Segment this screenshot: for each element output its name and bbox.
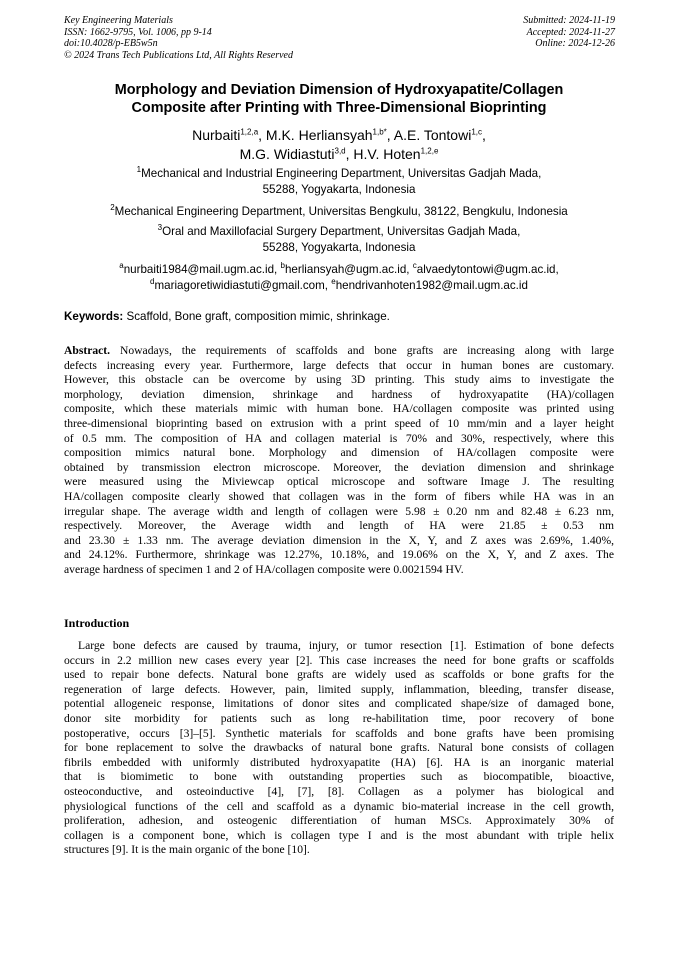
email-sup: c	[412, 261, 417, 271]
section-heading-introduction: Introduction	[64, 616, 130, 630]
abstract-line: irregular shape. The average width and length of collagen were 5.98 ± 0.20 nm and 82.48 ± 6.23 nm,	[64, 504, 614, 518]
author-line	[64, 145, 614, 164]
abstract-text: Nowadays, the requirements of scaffolds and bone grafts are increasing along with large	[120, 344, 614, 357]
intro-line: proliferation, adhesion, and osteogenic differentiation of human MSCs. Approximately 30% of	[64, 814, 614, 828]
affiliation-sup: 1	[136, 165, 142, 175]
affiliation-line	[64, 224, 614, 240]
intro-line: postoperative, occurs [3]–[5]. Synthetic materials for scaffolds and bone grafts have been promising	[64, 726, 614, 740]
journal-name: Key Engineering Materials	[64, 15, 173, 26]
introduction-body	[64, 639, 614, 858]
author-sup: 3,d	[334, 146, 346, 156]
abstract-line: three-dimensional bioprinting based on extrusion with a print speed of 10 mm/min and a layer height	[64, 416, 614, 430]
email-link[interactable]: herliansyah@ugm.ac.id,	[284, 263, 410, 276]
abstract-line: were measured using the Miviewcap optical microscope and software Image J. The resulting	[64, 475, 614, 489]
affiliation-1	[64, 166, 614, 198]
email-sup: a	[119, 261, 124, 271]
affiliation-text: Mechanical Engineering Department, Universitas Bengkulu, 38122, Bengkulu, Indonesia	[114, 205, 568, 218]
abstract-line: morphology, deviation dimension, shrinkage and hardness of hydroxyapatite (HA)/collagen	[64, 387, 614, 401]
email-sup: e	[331, 277, 336, 287]
paper-title-line: Morphology and Deviation Dimension of Hydroxyapatite/Collagen	[114, 82, 564, 98]
affiliation-3	[64, 224, 614, 256]
abstract-line: HA/collagen composite clearly showed that collagen was in the form of fibers while HA was in an	[64, 489, 614, 503]
date-online: Online: 2024-12-26	[535, 38, 615, 49]
intro-line: donor site morbidity for patients such as long re-habilitation time, poor recovery of bone	[64, 711, 614, 725]
abstract-line: respectively. Moreover, the Average width and length of HA were 21.85 ± 0.53 nm	[64, 519, 614, 533]
intro-line: that is biomimetic to bone with outstanding properties such as biocompatible, bioactive,	[64, 770, 614, 784]
abstract-line: composite, which these materials mimic with human bone. HA/collagen composite was printed using	[64, 402, 614, 416]
affiliation-text: Oral and Maxillofacial Surgery Department, Universitas Gadjah Mada,	[162, 225, 521, 238]
keywords-label: Keywords:	[64, 310, 124, 323]
author-line	[64, 126, 614, 145]
email-link[interactable]: hendrivanhoten1982@mail.ugm.ac.id	[335, 279, 528, 292]
date-accepted: Accepted: 2024-11-27	[526, 26, 615, 38]
intro-line: Large bone defects are caused by trauma, injury, or tumor resection [1]. Estimation of bone defects	[78, 639, 614, 652]
email-line	[64, 262, 614, 278]
affiliation-2	[64, 204, 614, 220]
keywords-text: Scaffold, Bone graft, composition mimic, shrinkage.	[126, 310, 390, 323]
intro-line: physiological functions of the cell and scaffold as a dynamic bio-material increase in the cell growth,	[64, 799, 614, 813]
abstract-line: However, this obstacle can be overcome by using 3D printing. This study aims to investigate the	[64, 373, 614, 387]
abstract-label: Abstract.	[64, 344, 111, 357]
author-list	[64, 126, 614, 164]
journal-issn: ISSN: 1662-9795, Vol. 1006, pp 9-14	[64, 26, 212, 38]
author-emails	[64, 262, 614, 294]
paper-title-line: Composite after Printing with Three-Dimensional Bioprinting	[131, 100, 547, 116]
affiliation-sup: 3	[157, 223, 163, 233]
paper-title	[64, 81, 614, 117]
intro-line: for bone replacement to solve the drawbacks of natural bone grafts. Natural bone consists of collagen	[64, 741, 614, 755]
abstract-line: obtained by transmission electron microscope. Moreover, the deviation dimension and shrinkage	[64, 460, 614, 474]
intro-line: fibrils embedded with uniformly distributed hydroxyapatite (HA) [6]. HA is an inorganic material	[64, 755, 614, 769]
email-sup: d	[150, 277, 155, 287]
date-submitted: Submitted: 2024-11-19	[523, 15, 615, 26]
journal-doi: doi:10.4028/p-EB5w5n	[64, 38, 158, 49]
intro-line: used to repair bone defects. Natural bone grafts are widely used as scaffolds or bone grafts for the	[64, 668, 614, 682]
intro-line: occurs in 2.2 million new cases every year [2]. This case increases the need for bone grafts or scaffolds	[64, 653, 614, 667]
author-sup: 1,c	[471, 127, 482, 137]
affiliation-line: 55288, Yogyakarta, Indonesia	[262, 183, 416, 196]
abstract-line	[64, 344, 614, 359]
journal-header-left	[64, 15, 293, 61]
affiliation-text: Mechanical and Industrial Engineering Department, Universitas Gadjah Mada,	[141, 167, 542, 180]
author-separator: ,	[482, 127, 486, 143]
keywords	[64, 310, 390, 324]
author-sup: 1,2,a	[240, 127, 259, 137]
intro-line: osteoconductive, and osteoinductive [4], [7], [8]. Collagen as a polymer has biological and	[64, 784, 614, 798]
author-sup: 1,b*	[372, 127, 387, 137]
abstract	[64, 344, 614, 578]
intro-line: potential allogeneic response, limitations of donor sites and complicated shape/size of damaged bone,	[64, 697, 614, 711]
abstract-line: of 0.5 mm. The composition of HA and collagen material is 70% and 30%, respectively, where this	[64, 431, 614, 445]
author-name: M.G. Widiastuti	[239, 146, 335, 162]
author-name: , M.K. Herliansyah	[258, 127, 373, 143]
email-line	[64, 278, 614, 294]
abstract-line: defects increasing every year. Furthermore, large defects that occur in human bones are customary.	[64, 358, 614, 372]
intro-line: structures [9]. It is the main organic of the bone [10].	[64, 843, 310, 857]
intro-line: collagen is a component bone, which is collagen type I and is the most abundant with triple helix	[64, 828, 614, 842]
email-link[interactable]: nurbaiti1984@mail.ugm.ac.id,	[123, 263, 278, 276]
abstract-line: and 24.12%. Furthermore, shrinkage was 12.27%, 10.18%, and 19.06% on the X, Y, and Z axes. The	[64, 548, 614, 562]
affiliation-line	[64, 166, 614, 182]
author-name: , H.V. Hoten	[345, 146, 421, 162]
affiliation-line	[64, 204, 614, 220]
journal-header-right	[523, 15, 615, 50]
abstract-line: composition mimics natural bone. Morphology and dimension of HA/collagen composite were	[64, 446, 614, 460]
affiliation-line: 55288, Yogyakarta, Indonesia	[262, 241, 416, 254]
email-link[interactable]: mariagoretiwidiastuti@gmail.com,	[154, 279, 328, 292]
email-sup: b	[280, 261, 285, 271]
intro-line: regeneration of large defects. However, pain, limited supply, inflammation, bleeding, transfer disease,	[64, 682, 614, 696]
abstract-line: average hardness of specimen 1 and 2 of HA/collagen composite were 0.0021594 HV.	[64, 562, 464, 576]
abstract-line: and 23.30 ± 1.33 nm. The average deviation dimension in the X, Y, and Z axes was 2.69%, 1.40%,	[64, 533, 614, 547]
email-link[interactable]: alvaedytontowi@ugm.ac.id,	[416, 263, 559, 276]
affiliation-sup: 2	[110, 203, 115, 213]
journal-copyright: © 2024 Trans Tech Publications Ltd, All Rights Reserved	[64, 49, 293, 61]
author-name: Nurbaiti	[192, 127, 241, 143]
author-sup: 1,2,e	[420, 146, 439, 156]
author-name: , A.E. Tontowi	[386, 127, 472, 143]
